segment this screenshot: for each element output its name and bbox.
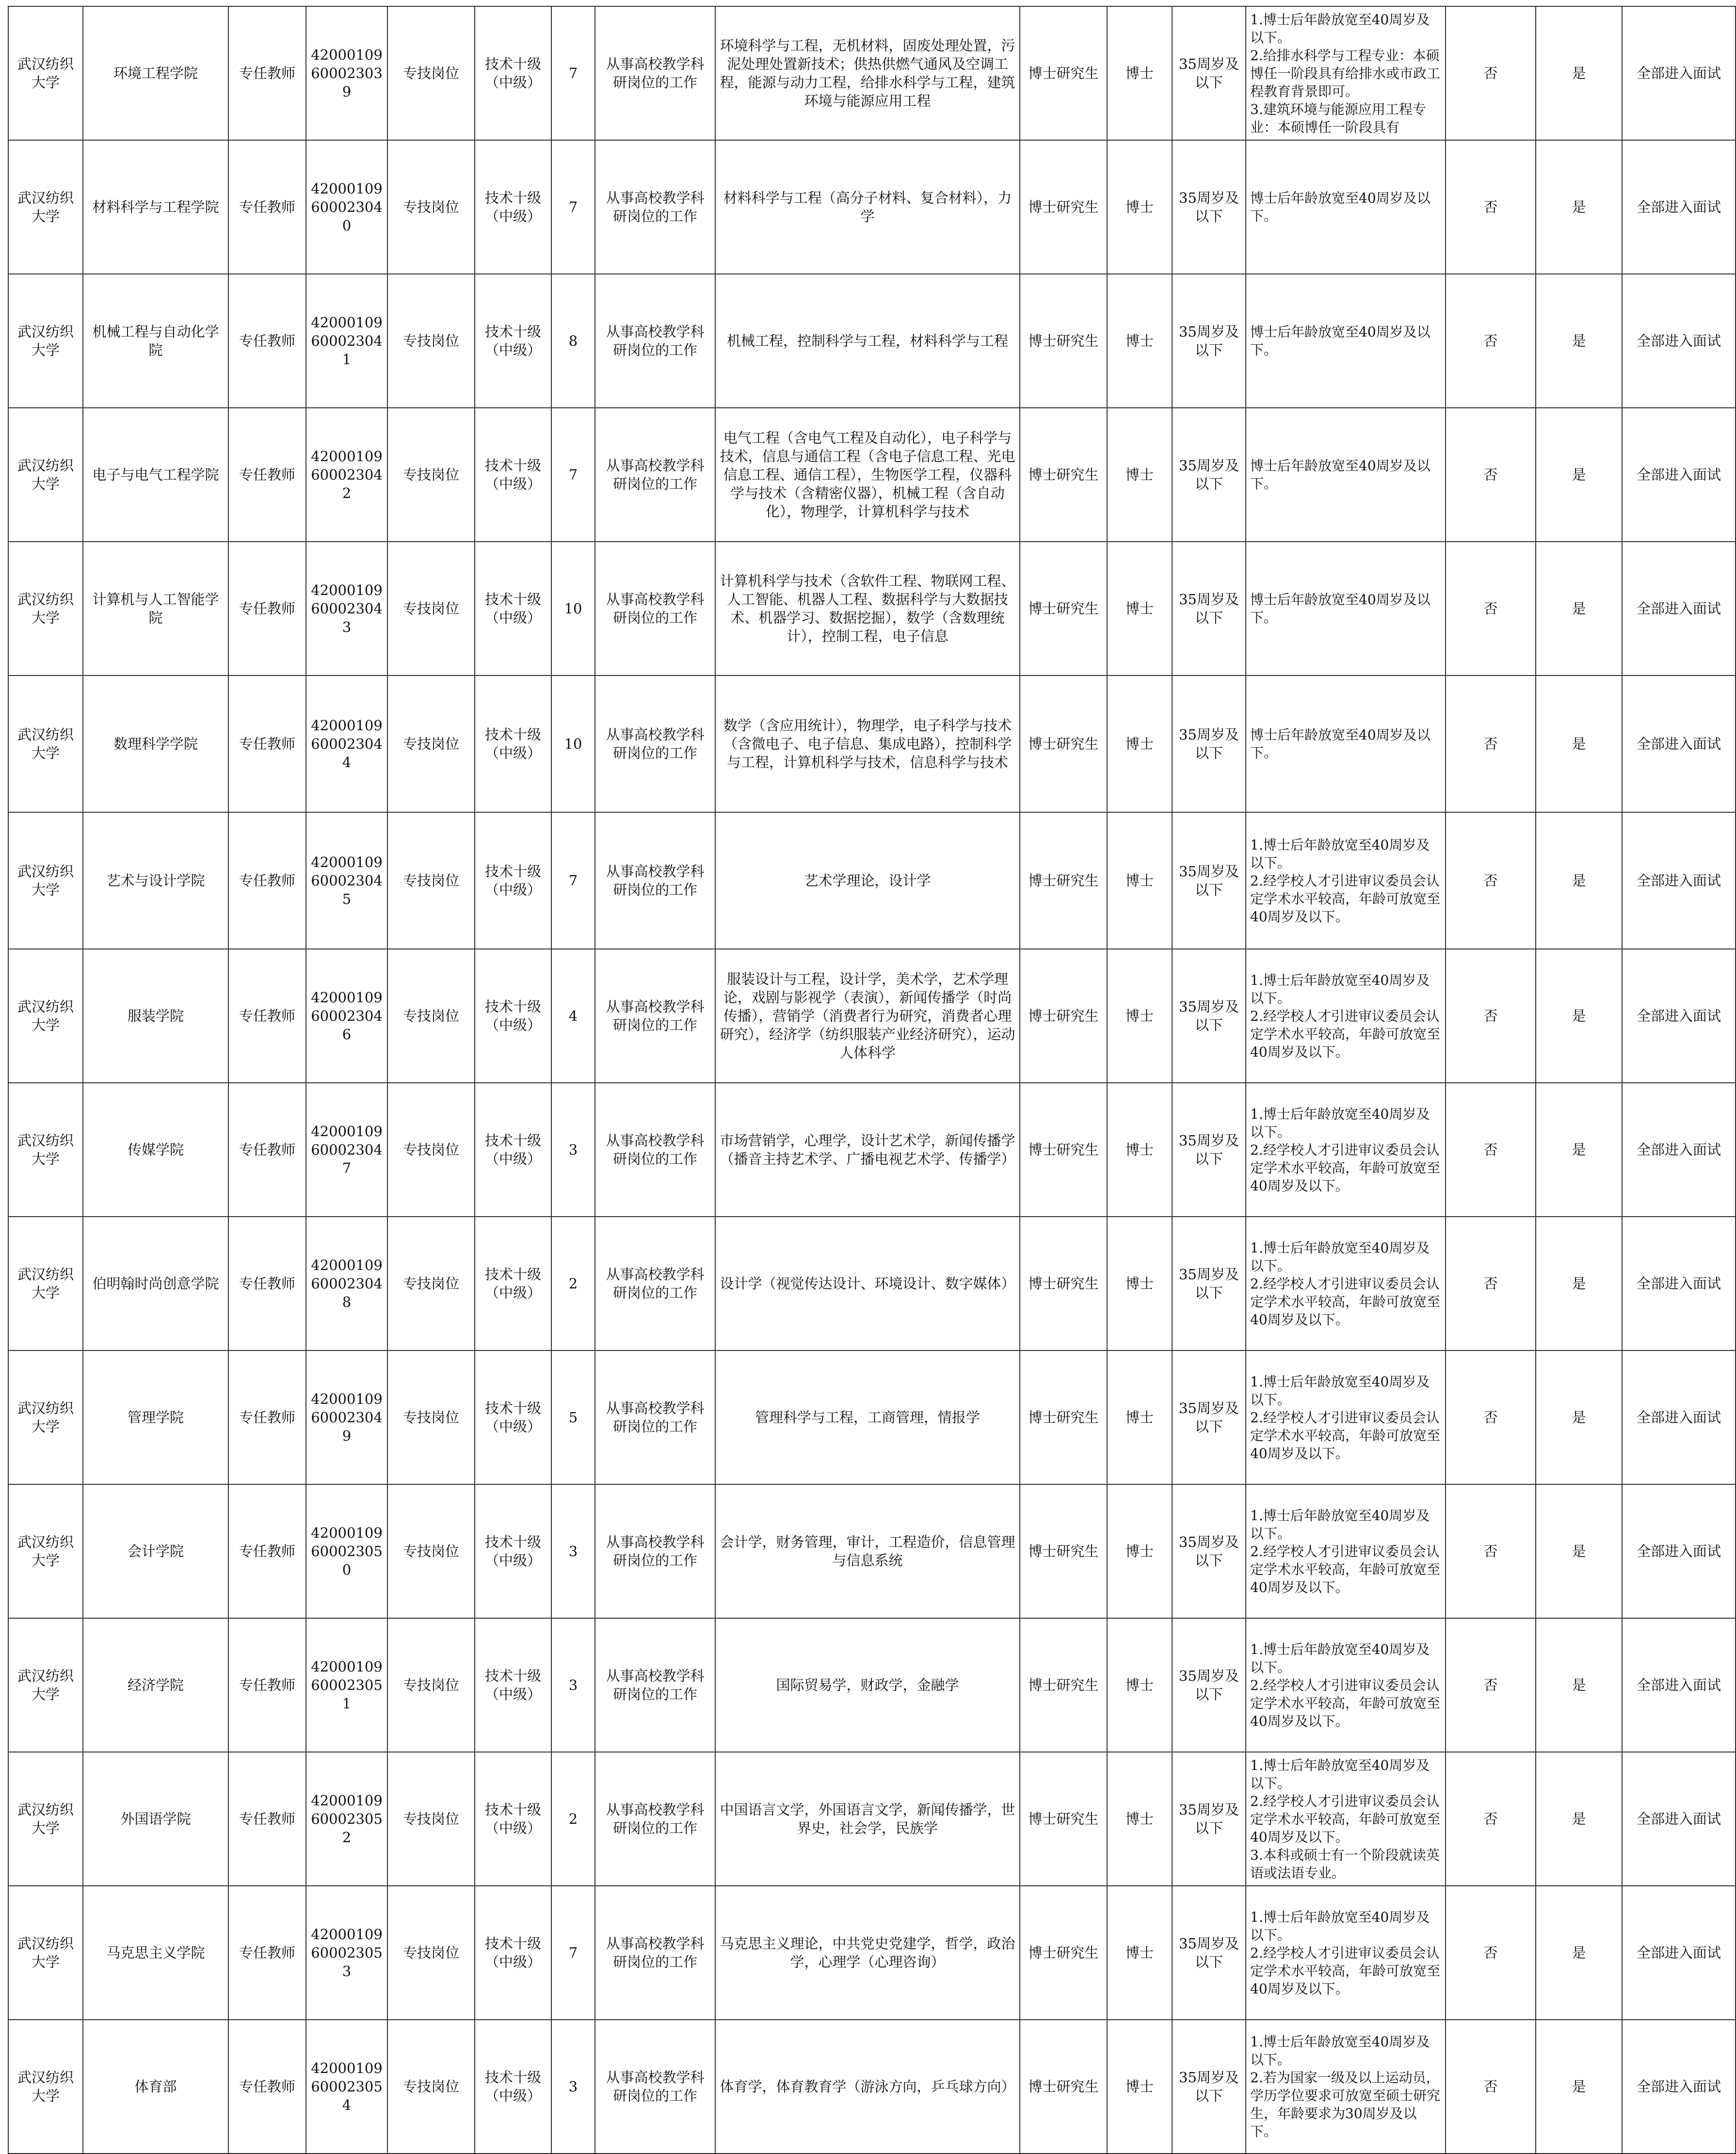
post-code-cell: 42000109600023050 [306,1484,387,1618]
degree-cell: 博士 [1107,140,1172,274]
degree-cell: 博士 [1107,1350,1172,1484]
duty-cell: 从事高校教学科研岗位的工作 [595,140,715,274]
table-row [8,542,1736,675]
open-flag-cell: 是 [1536,1618,1622,1752]
education-cell: 博士研究生 [1020,812,1107,949]
employer-cell: 武汉纺织大学 [8,1484,83,1618]
post-name-cell: 专任教师 [228,408,306,542]
table-row [8,1886,1736,2020]
table-row [8,1350,1736,1484]
level-cell: 技术十级（中级） [475,1484,551,1618]
degree-cell: 博士 [1107,812,1172,949]
degree-cell: 博士 [1107,949,1172,1083]
major-cell: 国际贸易学，财政学，金融学 [715,1618,1020,1752]
notes-cell: 1.博士后年龄放宽至40周岁及以下。 2.经学校人才引进审议委员会认定学术水平较高，年龄可放宽至40周岁及以下。 3.本科或硕士有一个阶段就读英语或法语专业。 [1246,1752,1446,1886]
employer-cell: 武汉纺织大学 [8,1350,83,1484]
ratio-flag-cell: 否 [1446,274,1536,408]
major-cell: 电气工程（含电气工程及自动化），电子科学与技术，信息与通信工程（含电子信息工程、光电信息工程、通信工程），生物医学工程，仪器科学与技术（含精密仪器），机械工程（含自动化），物理学，计算机科学与技术 [715,408,1020,542]
interview-cell: 全部进入面试 [1622,1618,1736,1752]
level-cell: 技术十级（中级） [475,675,551,812]
headcount-cell: 2 [551,1752,595,1886]
open-flag-cell: 是 [1536,1350,1622,1484]
major-cell: 会计学，财务管理，审计，工程造价，信息管理与信息系统 [715,1484,1020,1618]
headcount-cell: 7 [551,408,595,542]
post-name-cell: 专任教师 [228,2020,306,2154]
duty-cell: 从事高校教学科研岗位的工作 [595,2020,715,2154]
ratio-flag-cell: 否 [1446,6,1536,140]
major-cell: 材料科学与工程（高分子材料、复合材料），力学 [715,140,1020,274]
major-cell: 服装设计与工程，设计学，美术学，艺术学理论，戏剧与影视学（表演），新闻传播学（时尚传播），营销学（消费者行为研究，消费者心理研究），经济学（纺织服装产业经济研究），运动人体科学 [715,949,1020,1083]
post-name-cell: 专任教师 [228,6,306,140]
department-cell: 环境工程学院 [83,6,228,140]
interview-cell: 全部进入面试 [1622,274,1736,408]
interview-cell: 全部进入面试 [1622,675,1736,812]
level-cell: 技术十级（中级） [475,542,551,675]
open-flag-cell: 是 [1536,1484,1622,1618]
post-code-cell: 42000109600023047 [306,1083,387,1217]
level-cell: 技术十级（中级） [475,1886,551,2020]
department-cell: 机械工程与自动化学院 [83,274,228,408]
employer-cell: 武汉纺织大学 [8,1886,83,2020]
duty-cell: 从事高校教学科研岗位的工作 [595,6,715,140]
table-row [8,812,1736,949]
ratio-flag-cell: 否 [1446,1484,1536,1618]
employer-cell: 武汉纺织大学 [8,6,83,140]
post-type-cell: 专技岗位 [387,2020,475,2154]
degree-cell: 博士 [1107,1217,1172,1350]
employer-cell: 武汉纺织大学 [8,274,83,408]
age-cell: 35周岁及以下 [1172,1886,1246,2020]
interview-cell: 全部进入面试 [1622,2020,1736,2154]
table-body [8,6,1736,2154]
post-name-cell: 专任教师 [228,1350,306,1484]
education-cell: 博士研究生 [1020,675,1107,812]
department-cell: 会计学院 [83,1484,228,1618]
post-name-cell: 专任教师 [228,1752,306,1886]
headcount-cell: 2 [551,1217,595,1350]
interview-cell: 全部进入面试 [1622,1484,1736,1618]
age-cell: 35周岁及以下 [1172,1484,1246,1618]
age-cell: 35周岁及以下 [1172,1752,1246,1886]
ratio-flag-cell: 否 [1446,1350,1536,1484]
degree-cell: 博士 [1107,6,1172,140]
employer-cell: 武汉纺织大学 [8,1217,83,1350]
age-cell: 35周岁及以下 [1172,274,1246,408]
employer-cell: 武汉纺织大学 [8,1083,83,1217]
major-cell: 设计学（视觉传达设计、环境设计、数字媒体） [715,1217,1020,1350]
open-flag-cell: 是 [1536,408,1622,542]
post-code-cell: 42000109600023045 [306,812,387,949]
interview-cell: 全部进入面试 [1622,140,1736,274]
headcount-cell: 7 [551,6,595,140]
headcount-cell: 3 [551,2020,595,2154]
notes-cell: 1.博士后年龄放宽至40周岁及以下。 2.经学校人才引进审议委员会认定学术水平较高，年龄可放宽至40周岁及以下。 [1246,1350,1446,1484]
post-type-cell: 专技岗位 [387,1083,475,1217]
table-row [8,274,1736,408]
age-cell: 35周岁及以下 [1172,1618,1246,1752]
level-cell: 技术十级（中级） [475,274,551,408]
table-row [8,675,1736,812]
post-name-cell: 专任教师 [228,949,306,1083]
post-code-cell: 42000109600023052 [306,1752,387,1886]
degree-cell: 博士 [1107,675,1172,812]
post-code-cell: 42000109600023053 [306,1886,387,2020]
department-cell: 外国语学院 [83,1752,228,1886]
table-row [8,1217,1736,1350]
post-type-cell: 专技岗位 [387,675,475,812]
table-row [8,1083,1736,1217]
degree-cell: 博士 [1107,1484,1172,1618]
age-cell: 35周岁及以下 [1172,542,1246,675]
post-code-cell: 42000109600023041 [306,274,387,408]
education-cell: 博士研究生 [1020,274,1107,408]
duty-cell: 从事高校教学科研岗位的工作 [595,1083,715,1217]
notes-cell: 1.博士后年龄放宽至40周岁及以下。 2.经学校人才引进审议委员会认定学术水平较高，年龄可放宽至40周岁及以下。 [1246,1484,1446,1618]
open-flag-cell: 是 [1536,1886,1622,2020]
post-type-cell: 专技岗位 [387,1484,475,1618]
headcount-cell: 3 [551,1618,595,1752]
employer-cell: 武汉纺织大学 [8,2020,83,2154]
employer-cell: 武汉纺织大学 [8,542,83,675]
duty-cell: 从事高校教学科研岗位的工作 [595,812,715,949]
level-cell: 技术十级（中级） [475,2020,551,2154]
department-cell: 数理科学学院 [83,675,228,812]
post-type-cell: 专技岗位 [387,408,475,542]
headcount-cell: 7 [551,1886,595,2020]
headcount-cell: 10 [551,542,595,675]
department-cell: 传媒学院 [83,1083,228,1217]
education-cell: 博士研究生 [1020,1217,1107,1350]
ratio-flag-cell: 否 [1446,1618,1536,1752]
level-cell: 技术十级（中级） [475,1752,551,1886]
headcount-cell: 7 [551,140,595,274]
interview-cell: 全部进入面试 [1622,1350,1736,1484]
post-name-cell: 专任教师 [228,140,306,274]
age-cell: 35周岁及以下 [1172,1083,1246,1217]
headcount-cell: 7 [551,812,595,949]
table-row [8,408,1736,542]
ratio-flag-cell: 否 [1446,949,1536,1083]
age-cell: 35周岁及以下 [1172,949,1246,1083]
age-cell: 35周岁及以下 [1172,675,1246,812]
post-code-cell: 42000109600023051 [306,1618,387,1752]
age-cell: 35周岁及以下 [1172,812,1246,949]
post-name-cell: 专任教师 [228,1886,306,2020]
open-flag-cell: 是 [1536,1217,1622,1350]
interview-cell: 全部进入面试 [1622,542,1736,675]
post-name-cell: 专任教师 [228,274,306,408]
age-cell: 35周岁及以下 [1172,2020,1246,2154]
table-row [8,1484,1736,1618]
duty-cell: 从事高校教学科研岗位的工作 [595,675,715,812]
post-name-cell: 专任教师 [228,1484,306,1618]
department-cell: 经济学院 [83,1618,228,1752]
education-cell: 博士研究生 [1020,1618,1107,1752]
major-cell: 市场营销学，心理学，设计艺术学，新闻传播学（播音主持艺术学、广播电视艺术学、传播学） [715,1083,1020,1217]
recruitment-sheet [8,6,1721,2154]
employer-cell: 武汉纺织大学 [8,675,83,812]
level-cell: 技术十级（中级） [475,949,551,1083]
level-cell: 技术十级（中级） [475,1618,551,1752]
table-row [8,6,1736,140]
post-name-cell: 专任教师 [228,542,306,675]
table-row [8,1752,1736,1886]
post-type-cell: 专技岗位 [387,542,475,675]
major-cell: 计算机科学与技术（含软件工程、物联网工程、人工智能、机器人工程、数据科学与大数据技术、机器学习、数据挖掘），数学（含数理统计），控制工程，电子信息 [715,542,1020,675]
ratio-flag-cell: 否 [1446,140,1536,274]
post-type-cell: 专技岗位 [387,6,475,140]
ratio-flag-cell: 否 [1446,542,1536,675]
headcount-cell: 4 [551,949,595,1083]
post-code-cell: 42000109600023048 [306,1217,387,1350]
open-flag-cell: 是 [1536,1083,1622,1217]
education-cell: 博士研究生 [1020,949,1107,1083]
degree-cell: 博士 [1107,1083,1172,1217]
interview-cell: 全部进入面试 [1622,408,1736,542]
post-name-cell: 专任教师 [228,812,306,949]
post-type-cell: 专技岗位 [387,1752,475,1886]
major-cell: 马克思主义理论，中共党史党建学，哲学，政治学，心理学（心理咨询） [715,1886,1020,2020]
level-cell: 技术十级（中级） [475,1350,551,1484]
duty-cell: 从事高校教学科研岗位的工作 [595,1886,715,2020]
interview-cell: 全部进入面试 [1622,949,1736,1083]
age-cell: 35周岁及以下 [1172,6,1246,140]
ratio-flag-cell: 否 [1446,675,1536,812]
department-cell: 电子与电气工程学院 [83,408,228,542]
notes-cell: 1.博士后年龄放宽至40周岁及以下。 2.经学校人才引进审议委员会认定学术水平较高，年龄可放宽至40周岁及以下。 [1246,1886,1446,2020]
education-cell: 博士研究生 [1020,1484,1107,1618]
interview-cell: 全部进入面试 [1622,1217,1736,1350]
education-cell: 博士研究生 [1020,6,1107,140]
post-type-cell: 专技岗位 [387,1886,475,2020]
interview-cell: 全部进入面试 [1622,1886,1736,2020]
post-name-cell: 专任教师 [228,1217,306,1350]
notes-cell: 1.博士后年龄放宽至40周岁及以下。 2.经学校人才引进审议委员会认定学术水平较高，年龄可放宽至40周岁及以下。 [1246,949,1446,1083]
major-cell: 环境科学与工程，无机材料，固废处理处置，污泥处理处置新技术；供热供燃气通风及空调工程，能源与动力工程，给排水科学与工程，建筑环境与能源应用工程 [715,6,1020,140]
major-cell: 艺术学理论，设计学 [715,812,1020,949]
department-cell: 材料科学与工程学院 [83,140,228,274]
post-code-cell: 42000109600023049 [306,1350,387,1484]
employer-cell: 武汉纺织大学 [8,140,83,274]
education-cell: 博士研究生 [1020,140,1107,274]
duty-cell: 从事高校教学科研岗位的工作 [595,408,715,542]
age-cell: 35周岁及以下 [1172,408,1246,542]
major-cell: 体育学，体育教育学（游泳方向，乒乓球方向） [715,2020,1020,2154]
age-cell: 35周岁及以下 [1172,1350,1246,1484]
post-type-cell: 专技岗位 [387,140,475,274]
ratio-flag-cell: 否 [1446,408,1536,542]
employer-cell: 武汉纺织大学 [8,812,83,949]
ratio-flag-cell: 否 [1446,2020,1536,2154]
level-cell: 技术十级（中级） [475,6,551,140]
department-cell: 服装学院 [83,949,228,1083]
post-code-cell: 42000109600023054 [306,2020,387,2154]
notes-cell: 1.博士后年龄放宽至40周岁及以下。 2.经学校人才引进审议委员会认定学术水平较高，年龄可放宽至40周岁及以下。 [1246,1618,1446,1752]
level-cell: 技术十级（中级） [475,812,551,949]
post-code-cell: 42000109600023046 [306,949,387,1083]
employer-cell: 武汉纺织大学 [8,1618,83,1752]
duty-cell: 从事高校教学科研岗位的工作 [595,949,715,1083]
post-code-cell: 42000109600023044 [306,675,387,812]
notes-cell: 博士后年龄放宽至40周岁及以下。 [1246,274,1446,408]
post-name-cell: 专任教师 [228,1083,306,1217]
post-code-cell: 42000109600023042 [306,408,387,542]
employer-cell: 武汉纺织大学 [8,949,83,1083]
open-flag-cell: 是 [1536,6,1622,140]
age-cell: 35周岁及以下 [1172,140,1246,274]
level-cell: 技术十级（中级） [475,1217,551,1350]
degree-cell: 博士 [1107,1752,1172,1886]
notes-cell: 1.博士后年龄放宽至40周岁及以下。 2.给排水科学与工程专业：本硕博任一阶段具有给排水或市政工程教育背景即可。 3.建筑环境与能源应用工程专业：本硕博任一阶段具有 [1246,6,1446,140]
notes-cell: 博士后年龄放宽至40周岁及以下。 [1246,408,1446,542]
open-flag-cell: 是 [1536,542,1622,675]
degree-cell: 博士 [1107,542,1172,675]
duty-cell: 从事高校教学科研岗位的工作 [595,1484,715,1618]
degree-cell: 博士 [1107,274,1172,408]
notes-cell: 博士后年龄放宽至40周岁及以下。 [1246,542,1446,675]
post-code-cell: 42000109600023043 [306,542,387,675]
headcount-cell: 10 [551,675,595,812]
duty-cell: 从事高校教学科研岗位的工作 [595,274,715,408]
department-cell: 管理学院 [83,1350,228,1484]
employer-cell: 武汉纺织大学 [8,408,83,542]
department-cell: 伯明翰时尚创意学院 [83,1217,228,1350]
post-name-cell: 专任教师 [228,675,306,812]
education-cell: 博士研究生 [1020,2020,1107,2154]
post-type-cell: 专技岗位 [387,1217,475,1350]
ratio-flag-cell: 否 [1446,1752,1536,1886]
notes-cell: 1.博士后年龄放宽至40周岁及以下。 2.经学校人才引进审议委员会认定学术水平较高，年龄可放宽至40周岁及以下。 [1246,1217,1446,1350]
post-type-cell: 专技岗位 [387,1618,475,1752]
department-cell: 计算机与人工智能学院 [83,542,228,675]
notes-cell: 1.博士后年龄放宽至40周岁及以下。 2.经学校人才引进审议委员会认定学术水平较高，年龄可放宽至40周岁及以下。 [1246,812,1446,949]
education-cell: 博士研究生 [1020,408,1107,542]
education-cell: 博士研究生 [1020,1886,1107,2020]
degree-cell: 博士 [1107,1886,1172,2020]
major-cell: 机械工程，控制科学与工程，材料科学与工程 [715,274,1020,408]
post-type-cell: 专技岗位 [387,274,475,408]
major-cell: 管理科学与工程，工商管理，情报学 [715,1350,1020,1484]
recruitment-table [8,6,1736,2154]
education-cell: 博士研究生 [1020,1350,1107,1484]
post-code-cell: 42000109600023040 [306,140,387,274]
duty-cell: 从事高校教学科研岗位的工作 [595,1350,715,1484]
open-flag-cell: 是 [1536,2020,1622,2154]
table-row [8,1618,1736,1752]
interview-cell: 全部进入面试 [1622,812,1736,949]
post-type-cell: 专技岗位 [387,949,475,1083]
degree-cell: 博士 [1107,408,1172,542]
education-cell: 博士研究生 [1020,1083,1107,1217]
interview-cell: 全部进入面试 [1622,6,1736,140]
headcount-cell: 3 [551,1083,595,1217]
major-cell: 数学（含应用统计），物理学，电子科学与技术（含微电子、电子信息、集成电路），控制科学与工程，计算机科学与技术，信息科学与技术 [715,675,1020,812]
table-row [8,140,1736,274]
notes-cell: 1.博士后年龄放宽至40周岁及以下。 2.若为国家一级及以上运动员，学历学位要求可放宽至硕士研究生，年龄要求为30周岁及以下。 [1246,2020,1446,2154]
department-cell: 艺术与设计学院 [83,812,228,949]
duty-cell: 从事高校教学科研岗位的工作 [595,1752,715,1886]
post-type-cell: 专技岗位 [387,1350,475,1484]
duty-cell: 从事高校教学科研岗位的工作 [595,542,715,675]
education-cell: 博士研究生 [1020,542,1107,675]
ratio-flag-cell: 否 [1446,1083,1536,1217]
duty-cell: 从事高校教学科研岗位的工作 [595,1217,715,1350]
notes-cell: 博士后年龄放宽至40周岁及以下。 [1246,675,1446,812]
age-cell: 35周岁及以下 [1172,1217,1246,1350]
employer-cell: 武汉纺织大学 [8,1752,83,1886]
headcount-cell: 3 [551,1484,595,1618]
open-flag-cell: 是 [1536,274,1622,408]
degree-cell: 博士 [1107,2020,1172,2154]
table-row [8,2020,1736,2154]
education-cell: 博士研究生 [1020,1752,1107,1886]
department-cell: 体育部 [83,2020,228,2154]
open-flag-cell: 是 [1536,812,1622,949]
level-cell: 技术十级（中级） [475,140,551,274]
level-cell: 技术十级（中级） [475,408,551,542]
ratio-flag-cell: 否 [1446,1217,1536,1350]
duty-cell: 从事高校教学科研岗位的工作 [595,1618,715,1752]
post-code-cell: 42000109600023039 [306,6,387,140]
department-cell: 马克思主义学院 [83,1886,228,2020]
headcount-cell: 8 [551,274,595,408]
open-flag-cell: 是 [1536,675,1622,812]
table-row [8,949,1736,1083]
level-cell: 技术十级（中级） [475,1083,551,1217]
open-flag-cell: 是 [1536,140,1622,274]
ratio-flag-cell: 否 [1446,1886,1536,2020]
headcount-cell: 5 [551,1350,595,1484]
post-name-cell: 专任教师 [228,1618,306,1752]
degree-cell: 博士 [1107,1618,1172,1752]
notes-cell: 博士后年龄放宽至40周岁及以下。 [1246,140,1446,274]
ratio-flag-cell: 否 [1446,812,1536,949]
interview-cell: 全部进入面试 [1622,1752,1736,1886]
post-type-cell: 专技岗位 [387,812,475,949]
open-flag-cell: 是 [1536,949,1622,1083]
interview-cell: 全部进入面试 [1622,1083,1736,1217]
major-cell: 中国语言文学，外国语言文学，新闻传播学，世界史，社会学，民族学 [715,1752,1020,1886]
notes-cell: 1.博士后年龄放宽至40周岁及以下。 2.经学校人才引进审议委员会认定学术水平较高，年龄可放宽至40周岁及以下。 [1246,1083,1446,1217]
open-flag-cell: 是 [1536,1752,1622,1886]
